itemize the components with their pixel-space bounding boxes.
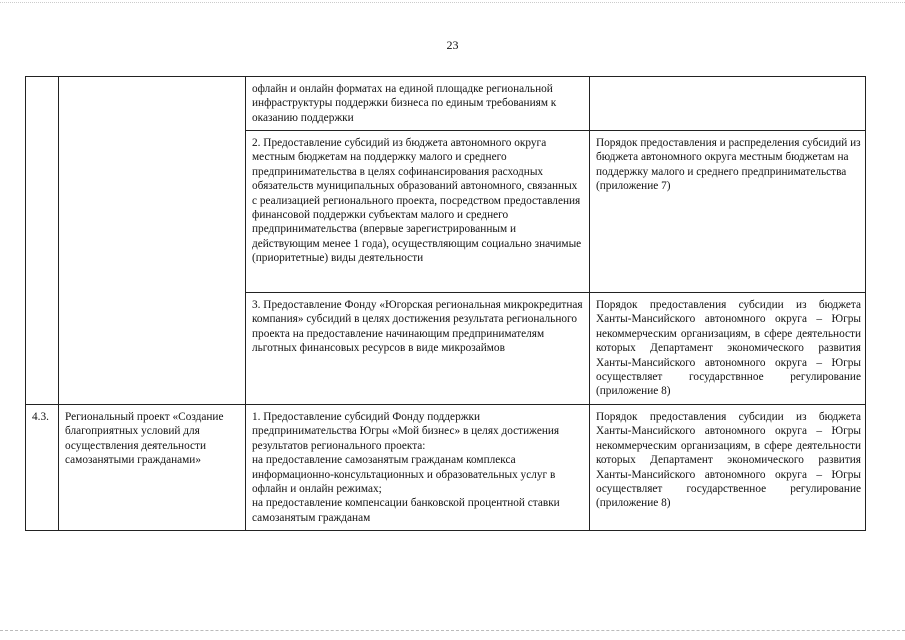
cell-event: 3. Предоставление Фонду «Югорская региональная микрокредитная компания» субсидий в целях достижения результата регионального проекта на предоставление начинающим предпринимателям льготных финансовых ресурсов в виде микрозаймов [246, 293, 590, 405]
cell-number: 4.3. [26, 405, 59, 531]
cell-event: офлайн и онлайн форматах на единой площадке региональной инфраструктуры поддержки бизнеса по единым требованиям к оказанию поддержки [246, 77, 590, 131]
cell-event: 2. Предоставление субсидий из бюджета автономного округа местным бюджетам на поддержку малого и среднего предпринимательства в целях софинансирования расходных обязательств муниципальных образований автономного, связанных с реализацией регионального проекта, посредством предоставления финансовой поддержки субъектам малого и среднего предпринимательства (впервые зарегистрированным и действующим менее 1 года), осуществляющим социально значимые (приоритетные) виды деятельности [246, 131, 590, 293]
cell-project-name: Региональный проект «Создание благоприятных условий для осуществления деятельности самозанятыми гражданами» [59, 405, 246, 531]
table-row [26, 77, 866, 131]
cell-event: 1. Предоставление субсидий Фонду поддержки предпринимательства Югры «Мой бизнес» в целях достижения результатов регионального проекта: на предоставление самозанятым гражданам комплекса информационно-консультационных и образовательных услуг в офлайн и онлайн режимах; на предоставление компенсации банковской процентной ставки самозанятым гражданам [246, 405, 590, 531]
scan-bottom-edge [0, 630, 905, 631]
scan-top-edge [0, 2, 905, 3]
table-row [26, 405, 866, 531]
cell-document [590, 77, 866, 131]
cell-document: Порядок предоставления субсидии из бюджета Ханты-Мансийского автономного округа – Югры некоммерческим организациям, в сфере деятельности которых Департамент экономического развития Ханты-Мансийского автономного округа – Югры осуществляет государствнное регулирование (приложение 8) [590, 293, 866, 405]
cell-document: Порядок предоставления и распределения субсидий из бюджета автономного округа местным бюджетам на поддержку малого и среднего предпринимательства (приложение 7) [590, 131, 866, 293]
cell-number [26, 77, 59, 405]
cell-document: Порядок предоставления субсидии из бюджета Ханты-Мансийского автономного округа – Югры некоммерческим организациям, в сфере деятельности которых Департамент экономического развития Ханты-Мансийского автономного округа – Югры осуществляет государственное регулирование (приложение 8) [590, 405, 866, 531]
cell-project-name [59, 77, 246, 405]
measures-table [25, 76, 866, 531]
page-number: 23 [446, 38, 459, 52]
